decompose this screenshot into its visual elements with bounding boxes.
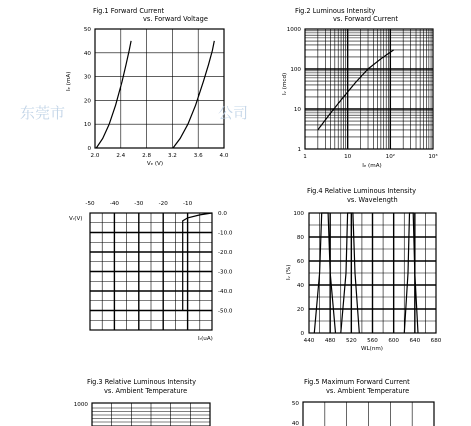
iv-chart (69, 201, 233, 342)
fig4-title: Fig.4 Relative Luminous Intensity (307, 187, 417, 195)
fig3-ytick: 1000 (73, 402, 88, 408)
fig5-subtitle: vs. Ambient Temperature (326, 387, 410, 395)
fig4-ytick: 100 (293, 211, 304, 217)
fig2-frame (305, 29, 433, 149)
fig3-chart (74, 378, 210, 426)
fig4-chart (286, 187, 442, 352)
fig2-ytick: 1 (297, 147, 301, 153)
fig4-xtick: 560 (367, 338, 378, 344)
iv-xtick: -10 (183, 201, 193, 207)
fig1-xtick: 4.0 (219, 153, 229, 159)
fig5-ytick-50: 50 (291, 401, 299, 407)
fig1-ylabel: Iₑ (mA) (66, 71, 72, 91)
iv-ytick: -40.0 (218, 289, 233, 295)
fig1-subtitle: vs. Forward Voltage (143, 15, 208, 23)
fig4-xtick: 640 (409, 338, 421, 344)
watermark-tail: 公司 (218, 104, 249, 122)
iv-ylabel: Vᵣ(V) (69, 216, 83, 222)
fig4-xtick: 600 (388, 338, 400, 344)
fig2-xtick: 10 (344, 154, 352, 160)
fig1-series-line-1 (96, 41, 131, 148)
fig4-ylabel: Iᵥ (%) (286, 264, 292, 280)
fig4-xtick: 440 (303, 338, 315, 344)
fig1-xtick: 3.6 (193, 153, 203, 159)
fig4-ytick: 0 (300, 331, 304, 337)
fig1-ytick: 40 (83, 50, 91, 57)
fig5-title: Fig.5 Maximum Forward Current (304, 378, 410, 386)
fig3-subtitle: vs. Ambient Temperature (104, 387, 188, 395)
fig2-xtick: 10³ (428, 154, 438, 160)
iv-xlabel: Iᵣ(uA) (198, 336, 213, 342)
iv-ytick: -10.0 (218, 230, 233, 237)
fig1-ytick: 50 (83, 27, 91, 33)
fig1-frame (95, 29, 224, 148)
iv-xtick: -20 (158, 201, 168, 207)
fig4-ytick: 80 (296, 235, 304, 241)
iv-ytick: 0.0 (218, 211, 227, 217)
fig1-xtick: 2.4 (116, 153, 126, 159)
fig2-xtick: 1 (303, 154, 307, 160)
fig3-title: Fig.3 Relative Luminous Intensity (87, 378, 197, 386)
fig4-xtick: 680 (430, 338, 442, 344)
fig4-xlabel: WL(nm) (360, 346, 384, 352)
fig4-subtitle: vs. Wavelength (347, 196, 398, 204)
fig1-ytick: 10 (83, 122, 91, 129)
fig1-ytick: 20 (83, 98, 91, 105)
fig1-xlabel: Vₑ (V) (146, 161, 164, 167)
fig5-chart (292, 378, 434, 426)
fig4-ytick: 20 (296, 307, 304, 313)
fig1-ytick: 0 (87, 146, 91, 152)
fig2-title: Fig.2 Luminous Intensity (295, 7, 376, 15)
fig1-xtick: 2.8 (142, 153, 152, 159)
fig2-subtitle: vs. Forward Current (333, 15, 398, 23)
iv-ytick: -20.0 (218, 250, 233, 256)
fig1-xtick: 2.0 (90, 153, 100, 159)
fig4-ytick: 60 (296, 259, 304, 265)
iv-xtick: -40 (109, 201, 119, 207)
fig2-ytick: 100 (290, 67, 301, 73)
watermark-text: 东莞市 (20, 104, 66, 122)
fig1-ytick: 30 (83, 74, 91, 81)
fig1-title: Fig.1 Forward Current (93, 7, 165, 15)
fig2-chart (282, 7, 438, 169)
fig2-xlabel: Iₑ (mA) (362, 163, 382, 169)
fig1-chart (66, 7, 229, 167)
iv-ytick: -50.0 (218, 308, 233, 315)
fig4-xtick: 480 (324, 338, 336, 344)
fig1-xtick: 3.2 (167, 153, 177, 159)
fig2-ytick: 1000 (286, 27, 301, 33)
iv-ytick: -30.0 (218, 269, 233, 276)
fig4-xtick: 520 (345, 338, 357, 344)
fig2-ylabel: Iᵥ (mcd) (282, 72, 288, 95)
fig1-series-line-2 (173, 41, 214, 148)
fig4-ytick: 40 (296, 283, 304, 289)
fig2-ytick: 10 (293, 107, 301, 113)
iv-xtick: -30 (134, 201, 144, 207)
fig5-ytick-40: 40 (291, 421, 299, 426)
fig2-xtick: 10² (385, 154, 396, 160)
iv-xtick: -50 (85, 201, 95, 207)
